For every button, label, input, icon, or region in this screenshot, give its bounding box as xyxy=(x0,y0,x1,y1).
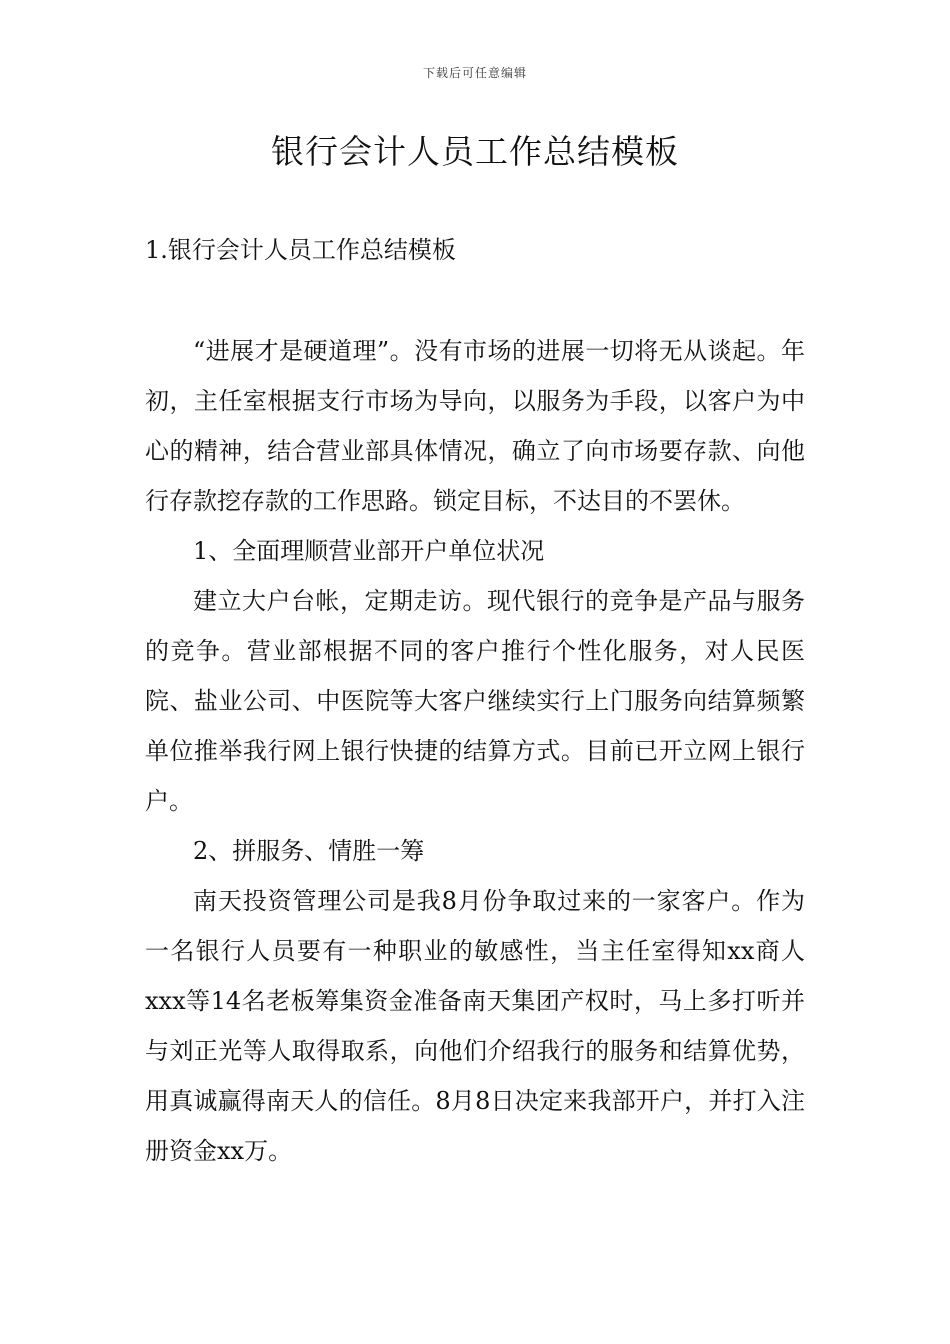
list-item-heading-2: 2、拼服务、情胜一筹 xyxy=(193,837,425,865)
document-title: 银行会计人员工作总结模板 xyxy=(271,132,679,171)
list-item-heading-1: 1、全面理顺营业部开户单位状况 xyxy=(193,537,545,565)
paragraph-account-management: 建立大户台帐，定期走访。现代银行的竞争是产品与服务的竞争。营业部根据不同的客户推行个性化服务，对人民医院、盐业公司、中医院等大客户继续实行上门服务向结算频繁单位推举我行网上银行快捷的结算方式。目前已开立网上银行户。 xyxy=(145,587,805,815)
paragraph-intro: “进展才是硬道理”。没有市场的进展一切将无从谈起。年初，主任室根据支行市场为导向，以服务为手段，以客户为中心的精神，结合营业部具体情况，确立了向市场要存款、向他行存款挖存款的工作思路。锁定目标，不达目的不罢休。 xyxy=(145,337,805,515)
paragraph-client-story: 南天投资管理公司是我8月份争取过来的一家客户。作为一名银行人员要有一种职业的敏感性，当主任室得知xx商人xxx等14名老板筹集资金准备南天集团产权时，马上多打听并与刘正光等人取得取系，向他们介绍我行的服务和结算优势，用真诚赢得南天人的信任。8月8日决定来我部开户，并打入注册资金xx万。 xyxy=(145,887,805,1165)
section-heading: 1.银行会计人员工作总结模板 xyxy=(145,236,456,264)
header-note: 下载后可任意编辑 xyxy=(422,66,527,80)
body-text xyxy=(145,326,805,1176)
